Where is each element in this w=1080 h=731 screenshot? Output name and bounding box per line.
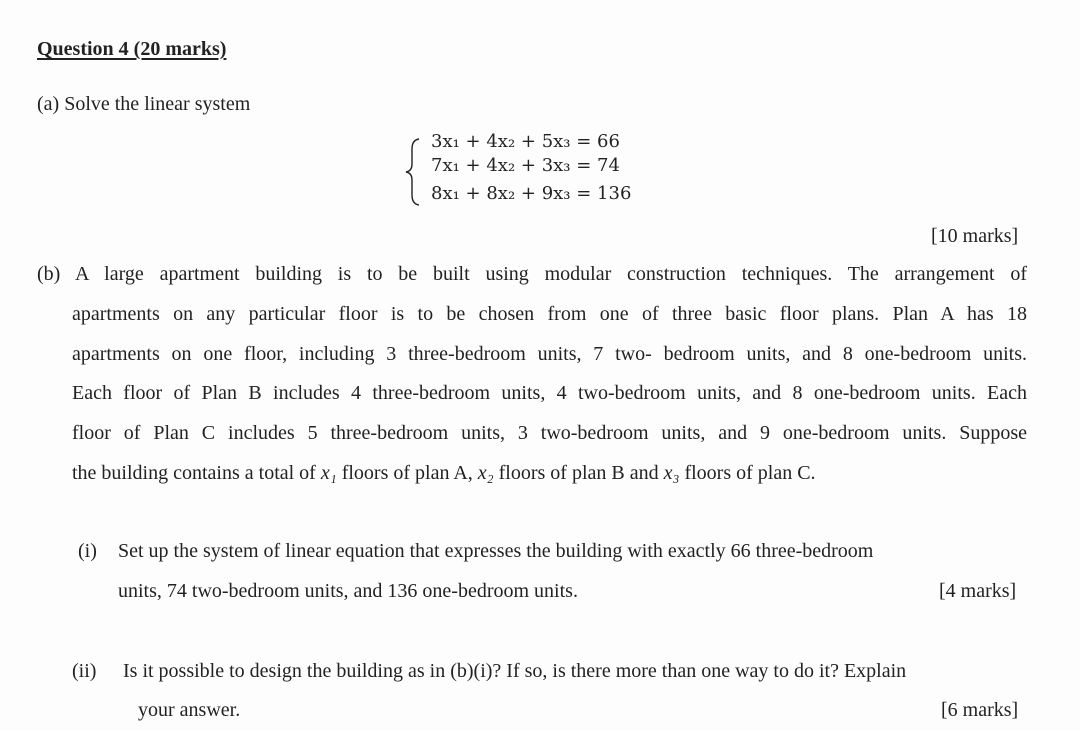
part-b-line-4: Each floor of Plan B includes 4 three-bedroom units, 4 two-bedroom units, and 8 one-bedroom units. Each: [72, 382, 1027, 404]
part-b-line-3: apartments on one floor, including 3 three-bedroom units, 7 two- bedroom units, and 8 one-bedroom units.: [72, 343, 1027, 365]
var-x3: x₃: [663, 462, 680, 484]
part-b-line-5: floor of Plan C includes 5 three-bedroom units, 3 two-bedroom units, and 9 one-bedroom units. Suppose: [72, 422, 1027, 444]
part-b-ii-line-1: Is it possible to design the building as in (b)(i)? If so, is there more than one way to do it? Explain: [123, 660, 907, 682]
part-b-ii-label: (ii): [72, 660, 97, 682]
part-b-line-1: (b) A large apartment building is to be built using modular construction techniques. The arrangement of: [37, 263, 1027, 285]
line-6-pre: the building contains a total of: [72, 462, 316, 484]
equation-3: 8x₁ + 8x₂ + 9x₃ = 136: [431, 183, 632, 204]
var-x2: x₂: [477, 462, 494, 484]
part-b-line-6: [72, 460, 816, 486]
equation-2: 7x₁ + 4x₂ + 3x₃ = 74: [431, 155, 620, 176]
part-b-i-line-2: units, 74 two-bedroom units, and 136 one-bedroom units.: [118, 580, 578, 602]
part-b-i-line-1: Set up the system of linear equation that expresses the building with exactly 66 three-bedroom: [118, 540, 874, 562]
left-brace-icon: [404, 137, 422, 207]
part-b-line-2: apartments on any particular floor is to be chosen from one of three basic floor plans. Plan A has 18: [72, 303, 1027, 325]
part-b-i-label: (i): [78, 540, 97, 562]
line-6-post: floors of plan C.: [684, 462, 816, 484]
part-b-ii-marks: [6 marks]: [941, 699, 1019, 721]
question-title: Question 4 (20 marks): [37, 38, 227, 60]
part-b-i-marks: [4 marks]: [939, 580, 1017, 602]
line-6-mid1: floors of plan A,: [341, 462, 473, 484]
part-b-ii-line-2: your answer.: [138, 699, 241, 721]
var-x1: x₁: [320, 462, 337, 484]
line-6-mid2: floors of plan B and: [498, 462, 659, 484]
part-a-marks: [10 marks]: [931, 225, 1019, 247]
equation-1: 3x₁ + 4x₂ + 5x₃ = 66: [431, 131, 620, 152]
part-a-prompt: (a) Solve the linear system: [37, 93, 251, 115]
